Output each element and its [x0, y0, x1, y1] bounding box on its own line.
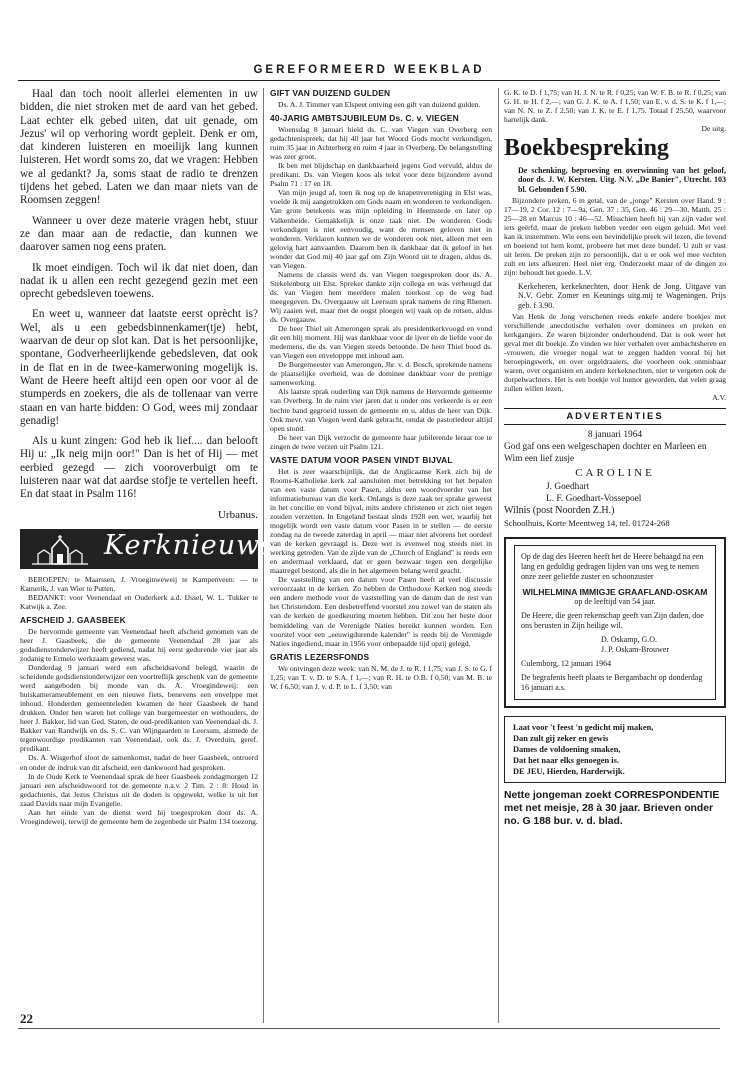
kerknieuws-section: [20, 575, 258, 826]
deceased-age: op de leeftijd van 54 jaar.: [574, 597, 656, 607]
announcement-town: Wilnis (post Noorden Z.H.): [504, 505, 615, 517]
article-paragraph: Haal dan toch nooit allerlei elementen in uw bidden, die niet stroken met de aard van het gebed. Laat echter elk gebed uiten, dat uit genade, om Jezus' wil op verhoring wordt gepleit. Denk er om, dat kinderen luisteren en moeilijk lang kunnen luisteren. Het wordt soms zo, dat we vragen: Hebben we al gedankt? Ja, soms staat de radio te drenzen tijdens het gebed. Laten we dan maar niets van de Roomsen zeggen!: [20, 88, 258, 207]
death-announcement: [504, 537, 726, 708]
parent-name: J. Goedhart: [546, 482, 590, 493]
article-heading: 40-JARIG AMBTSJUBILEUM Ds. C. v. VIEGEN: [270, 113, 459, 124]
announcement-text: De Heere, die geen rekenschap geeft van Zijn daden, doe ons berusten in Zijn heilige wil.: [521, 611, 704, 631]
poem-line: Dames de voldoening smaken,: [513, 745, 621, 755]
book-review: Van Henk de Jong verschenen reeds enkele andere boekjes met verschillende anecdotische verhalen over dominees en preken en kerkgangers. Ze waren bijzonder onderhoudend. Dat is ook weer het geval met dit boekje. Zo vinden we hier verhalen over ambachtsheren en -vrouwen, die vroeger nogal wat te zeggen hadden vooral bij het beroepingswerk, en over orgeldraaiers, die voorheen ook onmisbaar waren, over organisten en andere kerkeknechten, niet te vergeten ook de dorpelwachters. Het is een boekje vol humor geworden, dat velen graag zullen willen lezen.: [504, 311, 726, 394]
announcement-date: 8 januari 1964: [587, 430, 643, 441]
parent-name: L. F. Goedhart-Vossepoel: [546, 494, 642, 505]
relative-name: D. Oskamp, G.O.: [601, 635, 657, 645]
poem-line: Dan zult gij zeker en gewis: [513, 734, 609, 744]
column-divider: [498, 88, 499, 1023]
article-paragraph: Donderdag 9 januari werd een afscheidsavond belegd, waarin de scheidende godsdienstonderwijzer een voortreflijk geschenk van de gemeente werd aangeboden bij monde van ds. A. Vroegindeweij: een huiskamerameublement en een nieuwe fiets, benevens een envelppe met inhoud. Honderden gemeenteleden kwamen de heer Gaasbeek de hand drukken. Onder hen waren het college van burgemeester en wethouders, de heer J. Bakker, lid van Ged. Staten, de oud-predikanten van Veenendaal ds. J. Bakker van Randwijk en ds. S. C. van Wijngaarden te Leersum, alsmede de tegenwoordige predikanten van Veenendaal, ook ds. J. Overduin, geref. predikant.: [20, 662, 258, 754]
article-paragraph: De heer Thiel uit Amerongen sprak als presidentkerkvoogd en vond dit een blij moment. Hij was dankbaar voor de ijver en de liefde voor de medemens, die ds. van Viegen steeds betoonde. De heer Thiel bood ds. van Viegen een envelopppe met inhoud aan.: [270, 324, 492, 361]
article-paragraph: De hervormde gemeente van Veenendaal heeft afscheid genomen van de heer J. Gaasbeek, die de gemeente Veenendaal 28 jaar als godsdienstonderwijzer heeft gediend, nadat hij eerst gedurende vier jaar als zodanig te Ermelo werkzaam geweest was.: [20, 626, 258, 663]
page-header: GEREFORMEERD WEEKBLAD: [253, 64, 485, 76]
column-1: [20, 88, 276, 826]
article-heading: AFSCHEID J. GAASBEEK: [20, 614, 126, 625]
article-signature: A.V.: [712, 393, 726, 403]
article-paragraph: De Burgemeester van Amerongen, Jhr. v. d. Bosch, sprekende namens de plaatselijke overheid, was de dominee dankbaar voor de prettige samenwerking.: [270, 360, 492, 388]
article-paragraph: Ik moet eindigen. Toch wil ik dat niet doen, dan nadat ik u allen een recht gezegend gezin met een oprecht gebedsleven toewens.: [20, 261, 258, 301]
article-paragraph: Namens de classis werd ds. van Viegen toegesproken door ds. A. Stekelenburg uit Elst. Spreker dankte zijn collega en was verheugd dat ds. van Viegen hem meerdere malen toerkost op de weg had meegegeven. Ds. Overgaauw uit Leersum sprak namens de ring Rhenen. Wij zaaien wel, maar met de oogst ploegen wij vaak op de rotsen, aldus ds. Overgaauw.: [270, 269, 492, 325]
poem-line: Dat het naar elks genoegen is.: [513, 756, 619, 766]
banner-title: Kerknieuws: [104, 529, 276, 561]
news-item: BEROEPEN: te Maarssen, J. Vroeginweweij te Kampenveen: — te Kamerik, J. van Wier te Putten.: [20, 574, 258, 593]
article-paragraph: Het is zeer waarschijnlijk, dat de Anglicaanse Kerk zich bij de Rooms-Katholieke kerk zal aansluiten met betrekking tot het bepalen van een vaste datum voor Pasen, aldus een woordvoerder van het informatiebureau van die kerk. Onlangs is deze zaak ter sprake geweest in het concilie en vond bijval, mits andere christenen er zich niet tegen zouden verzetten. In Engeland bestaat sinds 1928 een wet, waarbij het mogelijk wordt een vaste datum voor Pasen in te stellen — de eerste zondag na de tweede zaterdag in april — maar niet alvorens het oordeel van de kerken gevraagd is. Deze wet is evenwel nog steeds niet in werking getreden. Van de zijde van de „Church of England" is reeds een en andermaal verklaard, dat er geen bezwaar tegen een dergelijke maatregel bestond, als die in het algemeen belang werd geacht.: [270, 466, 492, 576]
book-review: Bijzondere preken, 6 in getal, van de „jonge" Kersten over Hand. 9 : 17—19, 2 Cor. 12 : 7—9a, Gen. 37 : 35, Gen. 46 : 29—30, Matth. 25 : 25—28 en Marcus 10 : 46—52. Misschien heeft hij van zijn vader wel iets geërfd, maar de preken hebben verder een eigen geluid. Met veel kan ik instemmen. Wie eens een bevindelijke preek wil lezen, die levend en boeiend tot hem komt, probeere het met deze bundel. U zult er vast uit leren. De preken zijn zo persoonlijk, dat u er ook wel mee vechten zult en iets afkeuren. Heel niet erg. Onderzoekt maar of de dingen zo zijn: behoudt het goede. L.V.: [504, 195, 726, 278]
article-paragraph: Ik ben met blijdschap en dankbaarheid jegens God vervuld, aldus de predikant. Ds. van Viegen koos als tekst voor deze bijzondere avond Psalm 71 : 17 en 18.: [270, 161, 492, 189]
poem-line: DE JEU, Hierden, Harderwijk.: [513, 767, 625, 777]
article-heading: GRATIS LEZERSFONDS: [270, 651, 370, 662]
article-heading: VASTE DATUM VOOR PASEN VINDT BIJVAL: [270, 454, 453, 465]
article-paragraph: Als u kunt zingen: God heb ik lief.... dan belooft Hij u: „Ik neig mijn oor!" Dan is het of Hij — met eerbied gezegd — zich vooroverbuigt om te luisteren naar wat dat aardse stofje te vertellen heeft. En dat staat in Psalm 116!: [20, 435, 258, 501]
birth-announcement: [504, 429, 726, 529]
section-title: ADVERTENTIES: [504, 408, 726, 425]
article-paragraph: De vaststelling van een datum voor Pasen heeft al veel discussie veroorzaakt in de kerken. Zo hebben de Orthodoxe Kerken nog steeds een andere methode voor de vaststelling van de datum dan de rest van het Christendom. Een desbetreffend voorstel zou zowel van de staten als van de kerken de goedkeuring moeten hebben. Dit zou het beste door bemiddeling van de Verenigde Naties bereikt kunnen worden. Een voorstel voor een „eeuwigdurende kalender" is reeds bij de Verenigde Naties ingediend, maar in 1956 voor onbepaalde tijd opzij gelegd.: [270, 575, 492, 648]
column-2: [270, 88, 492, 691]
relative-name: J. P. Oskam-Brouwer: [601, 645, 669, 655]
announcement-text: Op de dag des Heeren heeft het de Heere behaagd na een lang en geduldig gedragen lijden van ons weg te nemen onze zeer geliefde zuster en schoonzuster: [521, 552, 704, 582]
child-name: CAROLINE: [575, 467, 655, 480]
church-icon: [30, 534, 90, 566]
article-paragraph: Ds. A. Wisgerhof sloot de samenkomst, nadat de heer Gaasbeek, ontroerd en onder de indruk van dit afscheid, een dankwoord had gesproken.: [20, 753, 258, 772]
kerknieuws-banner: [20, 529, 276, 569]
article-paragraph: We ontvingen deze week: van N. M. de J. te R. f 1,75; van J. S. te G. f 1,25; van T. v. D. te S.A. f 1,—; van R. H. te O.B. f 0,50; van M. B. te W. f 6,50; van J. v. d. P. te L. f 3,50; van: [270, 663, 492, 691]
column-3: [504, 88, 726, 828]
article-paragraph: G. K. te D. f 1,75; van H. J. N. te R. f 0,25; van W. F. B. te R. f 0,25; van G. H. te H. f 2,—; van G. J. K. te A. f 1,50; van E. v. d. S. te K. f 1,—; van N. N. te Z. f 2,50; van J. K. te E. f 1,75. Totaal f 25,50, waarvoor hartelijk dank.: [504, 88, 726, 125]
article-heading: GIFT VAN DUIZEND GULDEN: [270, 88, 391, 98]
article-paragraph: Ds. A. J. Timmer van Elspeet ontving een gift van duizend gulden.: [278, 100, 481, 109]
footer-rule: [18, 1028, 720, 1029]
poem-advert: [504, 716, 726, 783]
correspondence-advert: Nette jongeman zoekt CORRESPONDENTIE met net meisje, 28 à 30 jaar. Brieven onder no. G 188 bur. v. d. blad.: [504, 790, 720, 828]
article-paragraph: In de Oude Kerk te Veenendaal sprak de heer Gaasbeek zondagmorgen 12 januari een afscheidswoord tot de gemeente n.a.v. 2 Tim. 2 : 8: Houd in gedachtenis, dat Jezus Christus uit de doden is opgewekt, welke is uit het zaad Davids naar mijn Evangelie.: [20, 771, 258, 808]
header-rule: [18, 80, 720, 81]
page-number: 22: [20, 1011, 33, 1026]
poem-line: Laat voor 't feest 'n gedicht mij maken,: [513, 723, 654, 733]
deceased-name: WILHELMINA IMMIGJE GRAAFLAND-OSKAM: [522, 587, 708, 598]
article-paragraph: Aan het einde van de dienst werd hij toegesproken door ds. A. Vroegindeweij, terwijl de gemeente hem de zegenbede uit Psalm 134 toezong.: [20, 807, 258, 826]
article-paragraph: Woensdag 8 januari hield ds. C. van Viegen van Overberg een gedachtenispreek, dat hij 40 jaar het Woord Gods mocht verkondigen, ruim 35 jaar in Achterberg en ruim 4 jaar in Overberg. De belangstelling was zeer groot.: [270, 125, 492, 162]
announcement-address: Schoolhuis, Korte Meentweg 14, tel. 01724-268: [504, 518, 670, 529]
article-signature: De uitg.: [701, 124, 726, 134]
article-paragraph: Wanneer u over deze materie vragen hebt, stuur ze dan maar aan de redactie, dan kunnen we daarover samen nog eens praten.: [20, 214, 258, 254]
article-paragraph: De heer van Dijk verzocht de gemeente haar jubilerende leraar toe te zingen de twee verzen uit Psalm 121.: [270, 432, 492, 451]
article-signature: Urbanus.: [217, 508, 258, 521]
article-paragraph: Als laatste sprak ouderling van Dijk namens de Hervormde gemeente van Overberg. In de ruim vier jaren dat u onder ons verkeerde is er een hechte band gegroeid tussen de gemeente en u, aldus de heer van Dijk. Ook mevr. van Viegen werd dank gebracht, omdat de pastoriedeur altijd open stond.: [270, 387, 492, 433]
section-title: Boekbespreking: [504, 135, 669, 162]
announcement-place-date: Culemborg, 12 januari 1964: [521, 659, 612, 669]
book-title: De schenking, beproeving en overwinning van het geloof, door ds. J. W. Kersten. Uitg. N.V. „De Banier", Utrecht. 103 bl. Gebonden f 5.90.: [518, 166, 726, 194]
article-paragraph: Van mijn jeugd af, toen ik nog op de knapenvereniging in Elst was, voelde ik mij aangetrokken om Gods naam en wonderen te verkondigen. Van grote betekenis was mijn opleiding in Heemstede en later op Valkenheide. Gemakkelijk is onze taak niet. De wonderen Gods verkondigen is niet eenvoudig, want de mensen geloven niet in wonderen. Verklaren kunnen we de wonderen ook niet, alleen met een gelovig hart aanvaarden. Daarom ben ik dankbaar dat ik geloof in het wonder dat God mij 40 jaar gaf om Zijn Woord uit te dragen, aldus ds. van Viegen.: [270, 188, 492, 270]
funeral-info: De begrafenis heeft plaats te Bergambacht op donderdag 16 januari a.s.: [521, 673, 703, 693]
news-item: BEDANKT: voor Veenendaal en Ouderkerk a.d. IJssel, W. L. Tukker te Katwijk a. Zee.: [20, 592, 258, 611]
article-paragraph: En weet u, wanneer dat laatste eerst oprècht is? Wel, als u een gebedsbinnenkamer(tje) hebt, waarvan de deur op slot kan. Dat is het persoonlijke, spontane, Godverheerlijkende gebedsleven, dat ook in de flat en in de twee-kamerwoning mogelijk is. Want de Heere heeft altijd een open oor voor al de stumperds en zoekers, die als de tollenaar van verre staan en van harte bidden: O God, wees mij zondaar genadig!: [20, 308, 258, 427]
book-title: Kerkeheren, kerkeknechten, door Henk de Jong. Uitgave van N.V. Gebr. Zomer en Keunings uitg.mij te Wageningen. Prijs geb. f 3.90.: [518, 282, 726, 310]
announcement-text: God gaf ons een welgeschapen dochter en Marleen en Wim een lief zusje: [504, 442, 707, 465]
